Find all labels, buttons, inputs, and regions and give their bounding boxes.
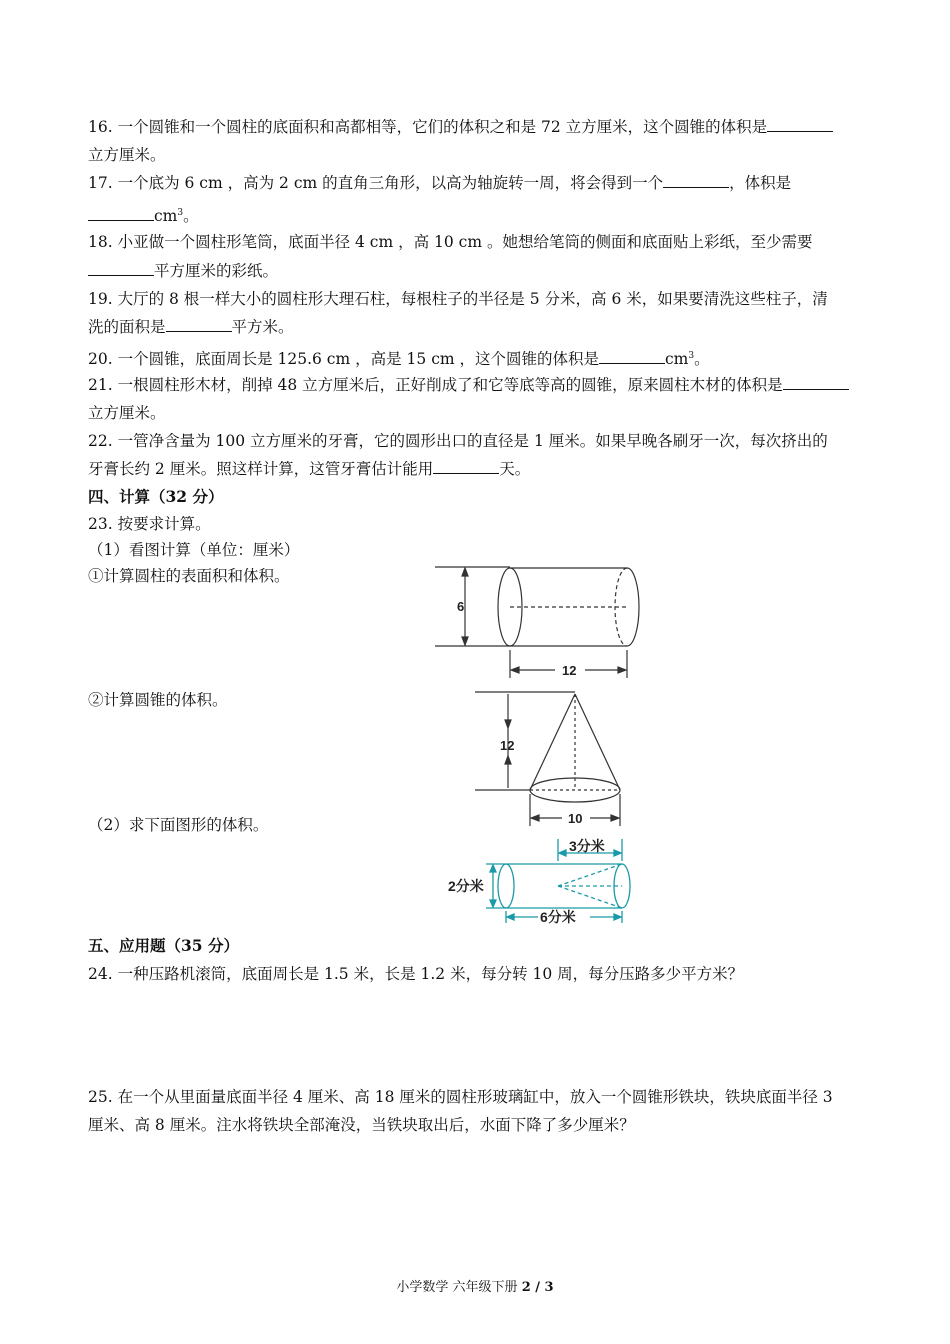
fig3-top-label: 3分米 <box>569 838 605 854</box>
q19-line2: 洗的面积是 平方米。 <box>88 318 294 336</box>
q23-part2: （2）求下面图形的体积。 <box>88 816 269 834</box>
q17-line1: 17. 一个底为 6 cm ，高为 2 cm 的直角三角形，以高为轴旋转一周，将会得到一个 ，体积是 <box>88 174 792 192</box>
q23-part1b: ②计算圆锥的体积。 <box>88 691 228 709</box>
q24-text: 24. 一种压路机滚筒，底面周长是 1.5 米，长是 1.2 米，每分转 10 周，每分压路多少平方米？ <box>88 965 744 983</box>
q23-part1a: ①计算圆柱的表面积和体积。 <box>88 567 290 585</box>
q25-line2: 厘米、高 8 厘米。注水将铁块全部淹没，当铁块取出后，水面下降了多少厘米？ <box>88 1116 635 1134</box>
q18-line1: 18. 小亚做一个圆柱形笔筒，底面半径 4 cm ，高 10 cm 。她想给笔筒的侧面和底面贴上彩纸，至少需要 <box>88 233 813 251</box>
q17-line2: $cm^3$。 <box>88 203 199 226</box>
cone-diameter-label: 10 <box>568 811 583 826</box>
q16-line1: 16. 一个圆锥和一个圆柱的底面积和高都相等，它们的体积之和是 72 立方厘米，这个圆锥的体积是 <box>88 117 833 137</box>
q16-line2: 立方厘米。 <box>88 146 166 164</box>
section-4-heading: 四、计算（32 分） <box>88 487 224 506</box>
fig3-bottom-label: 6分米 <box>540 909 576 925</box>
q22-line1: 22. 一管净含量为 100 立方厘米的牙膏，它的圆形出口的直径是 1 厘米。如果早晚各刷牙一次，每次挤出的 <box>88 432 828 450</box>
page-footer: 小学数学 六年级下册 2 / 3 <box>396 1280 554 1295</box>
cylinder-length-label: 12 <box>562 663 577 678</box>
fig3-left-label: 2分米 <box>448 878 484 894</box>
cylinder-figure <box>435 560 655 690</box>
q25-line1: 25. 在一个从里面量底面半径 4 厘米、高 18 厘米的圆柱形玻璃缸中，放入一个圆锥形铁块，铁块底面半径 3 <box>88 1088 833 1106</box>
cone-height-label: 12 <box>500 738 515 753</box>
q21-line2: 立方厘米。 <box>88 404 166 422</box>
q18-line2: 平方厘米的彩纸。 <box>88 261 278 281</box>
q20-line: 20. 一个圆锥，底面周长是 125.6 cm ，高是 15 cm ，这个圆锥的体积是 $cm^3$。 <box>88 350 710 369</box>
section-5-heading: 五、应用题（35 分） <box>88 936 239 955</box>
q21-line1: 21. 一根圆柱形木材，削掉 48 立方厘米后，正好削成了和它等底等高的圆锥，原来圆柱木材的体积是 <box>88 375 849 395</box>
q23-title: 23. 按要求计算。 <box>88 515 211 533</box>
cylinder-height-label: 6 <box>457 599 465 614</box>
q22-line2: 牙膏长约 2 厘米。照这样计算，这管牙膏估计能用 天。 <box>88 460 531 478</box>
q23-part1: （1）看图计算（单位：厘米） <box>88 541 300 559</box>
q19-line1: 19. 大厅的 8 根一样大小的圆柱形大理石柱，每根柱子的半径是 5 分米，高 6 米，如果要清洗这些柱子，清 <box>88 290 828 308</box>
cylinder-cone-figure <box>448 835 648 925</box>
cone-figure <box>470 688 630 828</box>
